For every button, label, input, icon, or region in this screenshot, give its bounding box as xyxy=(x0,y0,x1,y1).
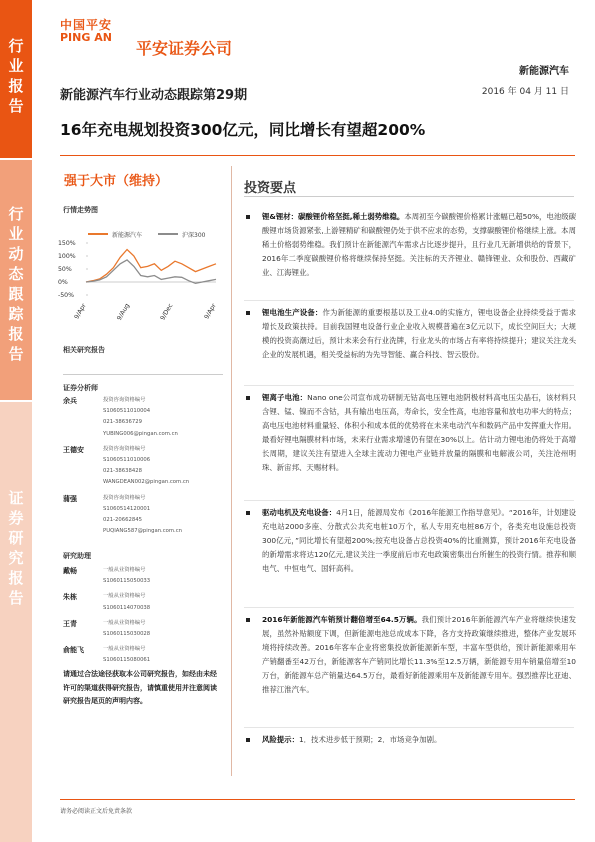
analyst-detail: YUBING006@pingan.com.cn xyxy=(103,430,178,437)
x-tick-label: 9/Apr xyxy=(73,302,88,321)
analyst-detail: 投资咨询资格编号 xyxy=(103,494,146,501)
investment-point-lead: 锂离子电池： xyxy=(262,393,308,402)
sidebar-band-research-text: 证 券 研 究 报 告 xyxy=(8,489,24,607)
point-separator xyxy=(244,500,574,501)
investment-point-text: 我们预计2016年新能源汽车产业将继续快速发展，虽然补贴额度下调，但新能源电池总成成本下降，各方支持政策继续推进，整体产业发展环境将持续改善。2016年客车企业将密集投放新能源新车型，丰富车型供给，预计新能源乘用车产销翻番至42万台，新能源客车产销同比增长11.3%至12.5万辆，新能源专用车销量倍增至10万台，新能源车总产销量达64.5万台，最看好新能源乘用车及新能源专用车。强烈推荐比亚迪、推荐江淮汽车。 xyxy=(262,615,576,694)
rating: 强于大市（维持） xyxy=(64,174,169,189)
analyst-name: 朱栋 xyxy=(63,593,77,602)
analysts-label: 证券分析师 xyxy=(63,384,98,392)
point-separator xyxy=(244,607,574,608)
assistants-label: 研究助理 xyxy=(63,552,91,560)
series-title: 新能源汽车行业动态跟踪第29期 xyxy=(60,88,248,103)
analyst-name: 俞能飞 xyxy=(63,646,84,655)
investment-point-lead: 2016年新能源汽车销预计翻倍增至64.5万辆。 xyxy=(262,615,422,624)
headline: 16年充电规划投资300亿元，同比增长有望超200% xyxy=(60,121,426,139)
analyst-entry xyxy=(63,445,223,494)
footer-text: 请务必阅读正文后免责条款 xyxy=(60,808,133,815)
investment-point-lead: 锂&锂材：碳酸锂价格坚挺,稀土弱势维稳。 xyxy=(262,212,405,221)
related-rule xyxy=(63,374,223,375)
analyst-detail: 一般从业资格编号 xyxy=(103,593,146,600)
section-rule xyxy=(244,196,574,197)
bullet-marker xyxy=(246,511,250,515)
section-title: 投资要点 xyxy=(244,181,297,196)
y-tick-label: 150% xyxy=(58,240,76,247)
price-chart xyxy=(58,225,228,325)
company-logo xyxy=(60,16,112,44)
sidebar-band-research xyxy=(0,402,32,842)
analyst-detail: S1060115080061 xyxy=(103,657,151,664)
left-column-rule xyxy=(231,166,232,776)
analyst-detail: S1060115050033 xyxy=(103,578,151,585)
analyst-name: 王青 xyxy=(63,619,77,628)
bullet-marker xyxy=(246,311,250,315)
investment-point xyxy=(262,306,576,362)
analyst-detail: 一般从业资格编号 xyxy=(103,567,146,573)
analyst-detail: S1060115030028 xyxy=(103,630,151,637)
bullet-marker xyxy=(246,215,250,219)
investment-point-text: 作为新能源的重要根基以及工业4.0的实施方，锂电设备企业持续受益于需求增长及政策扶持。目前我国锂电设备行业企业收入规模普遍在3亿元以下，成长空间巨大；大规模的投资高潮过后，预计未来会有行业洗牌，行业龙头的市场占有率将持续提升；建议关注龙头企业的发展机遇，相关受益标的为先导智能、赢合科技、智云股份。 xyxy=(262,308,576,359)
sector-label: 新能源汽车 xyxy=(519,66,569,77)
investment-point xyxy=(262,613,576,697)
y-tick-label: 0% xyxy=(58,279,68,286)
investment-point xyxy=(262,506,576,576)
investment-point-lead: 锂电池生产设备： xyxy=(262,308,323,317)
analyst-detail: 021-20662845 xyxy=(103,517,142,523)
analyst-entry xyxy=(63,619,223,645)
investment-point-lead: 驱动电机及充电设备： xyxy=(262,508,337,517)
footer-rule xyxy=(60,799,575,800)
analyst-detail: S1060511010006 xyxy=(103,457,151,463)
logo-cn: 中国平安 xyxy=(60,18,113,32)
analyst-detail: 投资咨询资格编号 xyxy=(103,445,146,452)
analyst-detail: WANGDEAN002@pingan.com.cn xyxy=(103,479,190,486)
sidebar-band-tracking-text: 行 业 动 态 跟 踪 报 告 xyxy=(8,205,24,363)
analyst-detail: 一般从业资格编号 xyxy=(103,619,146,626)
x-tick-label: 9/Dec xyxy=(159,302,175,322)
chart-label: 行情走势图 xyxy=(63,206,98,214)
point-separator xyxy=(244,385,574,386)
analyst-detail: PUQIANG587@pingan.com.cn xyxy=(103,528,183,535)
y-tick-label: 100% xyxy=(58,253,76,260)
analyst-entry xyxy=(63,494,223,543)
analyst-name: 王德安 xyxy=(63,445,84,454)
legend-label: 沪深300 xyxy=(182,232,206,239)
price-chart-svg xyxy=(58,225,228,325)
analyst-detail: S1060114070038 xyxy=(103,604,151,611)
logo-en: PING AN xyxy=(60,31,112,44)
x-tick-label: 9/Apr xyxy=(203,302,218,321)
disclaimer-box: 请通过合法途径获取本公司研究报告，如经由未经许可的渠道获得研究报告，请慎重使用并注意阅读研究报告尾页的声明内容。 xyxy=(63,670,217,705)
analysts-list xyxy=(63,396,223,542)
investment-point xyxy=(262,733,576,747)
bullet-marker xyxy=(246,396,250,400)
y-tick-label: 50% xyxy=(58,266,72,273)
investment-point-text: 1．技术进步低于预期；2．市场竞争加剧。 xyxy=(298,735,442,744)
analyst-detail: 021-38636729 xyxy=(103,419,142,426)
investment-point-text: Nano one公司宣布成功研制无钴高电压锂电池阴极材料高电压尖晶石，该材料只含锂、锰、镍而不含钴，具有输出电压高，寿命长，安全性高，电池容量和放电功率大的特点；高电压电池材料重量轻、体积小和成本低的优势将在未来电动汽车和数码产品中发挥重大作用。最看好锂电隔膜材料市场，未来行业需求增速仍有望在30%以上。估计动力锂电池仍将处于高增长周期，建议关注有望进入全球主流动力锂电产业链并放量的隔膜和电解液公司，关注沧州明珠、新宙邦、天赐材料。 xyxy=(262,393,576,472)
assistants-list xyxy=(63,566,223,672)
investment-point-text: 4月1日，能源局发布《2016年能源工作指导意见》。“2016年，计划建设充电站2000多座、分散式公共充电桩10万个，私人专用充电桩86万个，各类充电设施总投资300亿元，”同比增长有望超200%;按充电设备占总投资40%的比重测算，预计2016年充电设备的新增需求将达120亿元,建议关注一季度前后市充电政策密集出台所催生的投资行情。推荐和顺电气、中恒电气、国轩高科。 xyxy=(262,508,576,573)
analyst-detail: 一般从业资格编号 xyxy=(103,646,146,653)
related-reports-label: 相关研究报告 xyxy=(63,346,105,354)
y-tick-label: -50% xyxy=(58,292,74,299)
analyst-name: 蒲强 xyxy=(63,494,77,503)
analyst-entry xyxy=(63,592,223,618)
analyst-entry xyxy=(63,566,223,592)
bullet-marker xyxy=(246,738,250,742)
analyst-detail: 021-38638428 xyxy=(103,468,142,475)
investment-point-lead: 风险提示： xyxy=(262,735,299,744)
legend-label: 新能源汽车 xyxy=(112,232,143,239)
analyst-detail: S1060511010004 xyxy=(103,408,151,415)
investment-point xyxy=(262,391,576,475)
analyst-detail: 投资咨询资格编号 xyxy=(103,397,146,403)
header-rule xyxy=(60,155,575,156)
analyst-detail: S1060514120001 xyxy=(103,505,151,512)
analyst-entry xyxy=(63,396,223,445)
bullet-marker xyxy=(246,618,250,622)
company-name: 平安证券公司 xyxy=(136,39,233,58)
analyst-name: 戴畅 xyxy=(63,567,77,575)
investment-point xyxy=(262,210,576,280)
point-separator xyxy=(244,727,574,728)
investment-point-text: 本周初至今碳酸锂价格累计涨幅已超50%，电池级碳酸锂市场货源紧张,上游锂精矿和碳酸锂仍处于供不应求的态势，支撑碳酸锂价格继续上涨。本周稀土价格弱势维稳。我们预计在新能源汽车需求占比逐步提升，且行业几无新增供给的背景下，2016年二季度碳酸锂价格将继续保持坚挺。关注标的天齐锂业、赣锋锂业、众和股份、西藏矿业、江海锂业。 xyxy=(262,212,576,277)
point-separator xyxy=(244,300,574,301)
report-date: 2016 年 04 月 11 日 xyxy=(481,87,569,97)
analyst-name: 余兵 xyxy=(63,397,77,405)
sidebar-band-industry-text: 行 业 报 告 xyxy=(8,37,24,115)
x-tick-label: 9/Aug xyxy=(115,302,132,322)
